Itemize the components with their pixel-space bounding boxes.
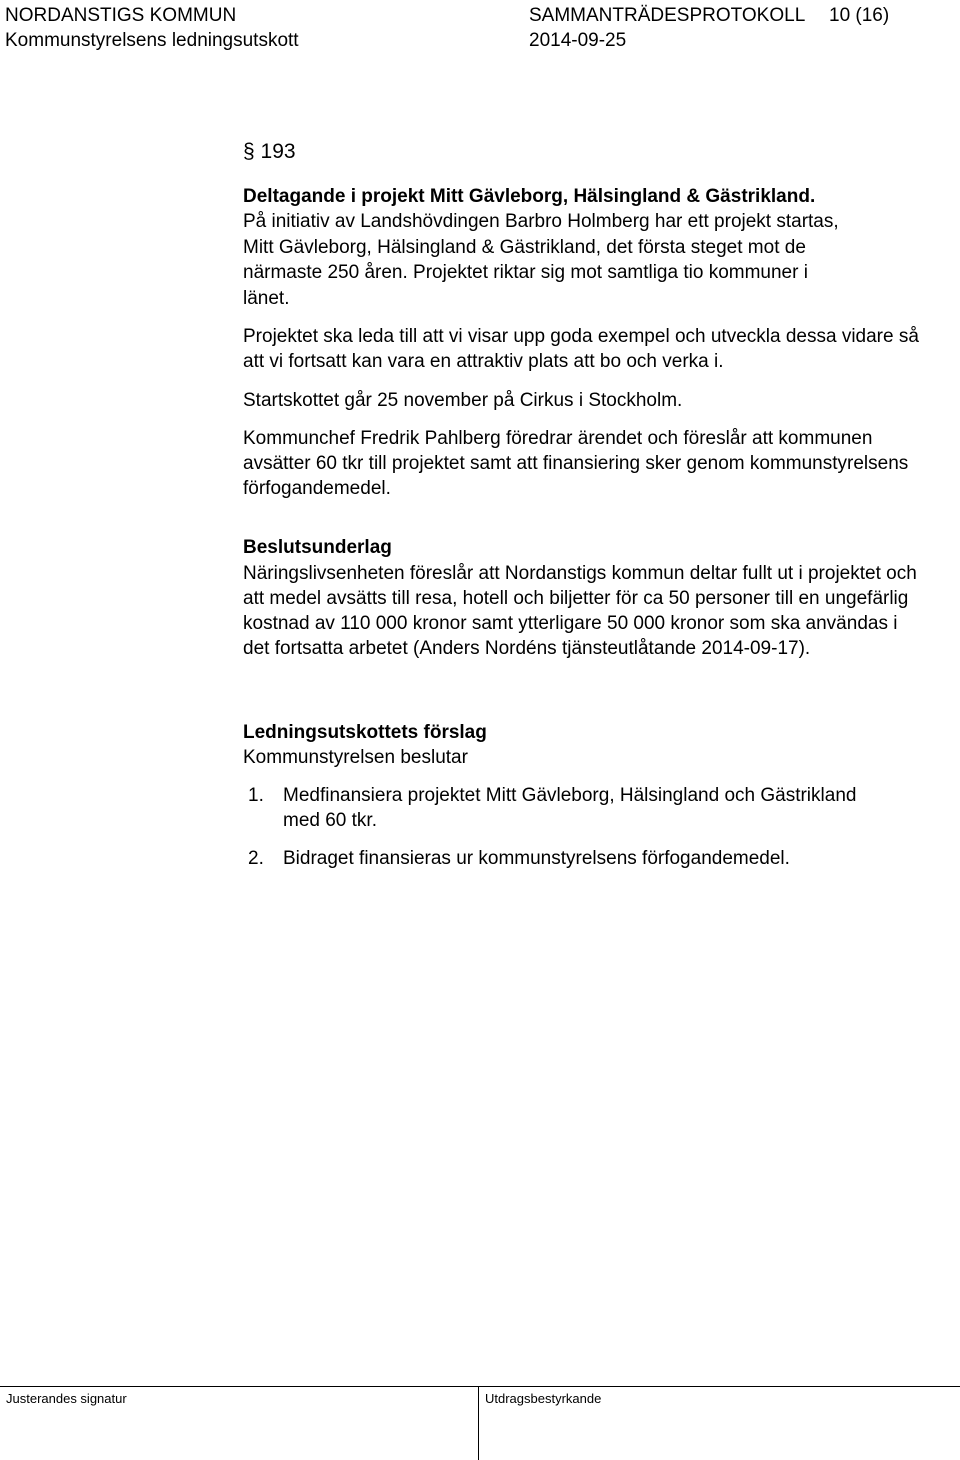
proposal-intro: Kommunstyrelsen beslutar [243, 747, 468, 768]
org-name: NORDANSTIGS KOMMUN [5, 5, 237, 26]
signature-label: Justerandes signatur [6, 1391, 127, 1406]
section-title: Deltagande i projekt Mitt Gävleborg, Hälsingland & Gästrikland. [243, 186, 816, 207]
intro-line: På initiativ av Landshövdingen Barbro Holmberg har ett projekt startas, [243, 211, 839, 232]
document-type: SAMMANTRÄDESPROTOKOLL [529, 5, 806, 26]
intro-line: Mitt Gävleborg, Hälsingland & Gästrikland, det första steget mot de [243, 237, 806, 258]
proposal-item-text: Bidraget finansieras ur kommunstyrelsens förfogandemedel. [283, 848, 790, 869]
intro-line: närmaste 250 åren. Projektet riktar sig mot samtliga tio kommuner i [243, 262, 808, 283]
page-number: 10 (16) [829, 5, 890, 26]
body-paragraph: Projektet ska leda till att vi visar upp goda exempel och utveckla dessa vidare så att vi fortsatt kan vara en attraktiv plats att bo och verka i. [243, 326, 919, 372]
proposal-item-text: Medfinansiera projektet Mitt Gävleborg, Hälsingland och Gästrikland med 60 tkr. [283, 785, 857, 831]
signature-box-utdrag [479, 1387, 959, 1460]
signature-box-justerande [0, 1387, 479, 1460]
signature-footer [0, 1386, 960, 1460]
intro-line: länet. [243, 288, 290, 309]
body-paragraph: Kommunchef Fredrik Pahlberg föredrar ärendet och föreslår att kommunen avsätter 60 tkr till projektet samt att finansiering sker genom kommunstyrelsens förfogandemedel. [243, 428, 909, 499]
proposal-heading: Ledningsutskottets förslag [243, 722, 487, 743]
body-paragraph: Startskottet går 25 november på Cirkus i Stockholm. [243, 390, 683, 411]
proposal-item-number: 2. [248, 848, 264, 869]
basis-heading: Beslutsunderlag [243, 537, 392, 558]
basis-text: Näringslivsenheten föreslår att Nordanstigs kommun deltar fullt ut i projektet och att medel avsätts till resa, hotell och biljetter för ca 50 personer till en ungefärlig kostnad av 110 000 kronor samt ytterligare 50 000 kronor som ska användas i det fortsatta arbetet (Anders Nordéns tjänsteutlåtande 2014-09-17). [243, 563, 917, 659]
certification-label: Utdragsbestyrkande [485, 1391, 602, 1406]
committee-name: Kommunstyrelsens ledningsutskott [5, 30, 299, 51]
section-number: § 193 [243, 140, 296, 163]
meeting-date: 2014-09-25 [529, 30, 627, 51]
proposal-item-number: 1. [248, 785, 264, 806]
